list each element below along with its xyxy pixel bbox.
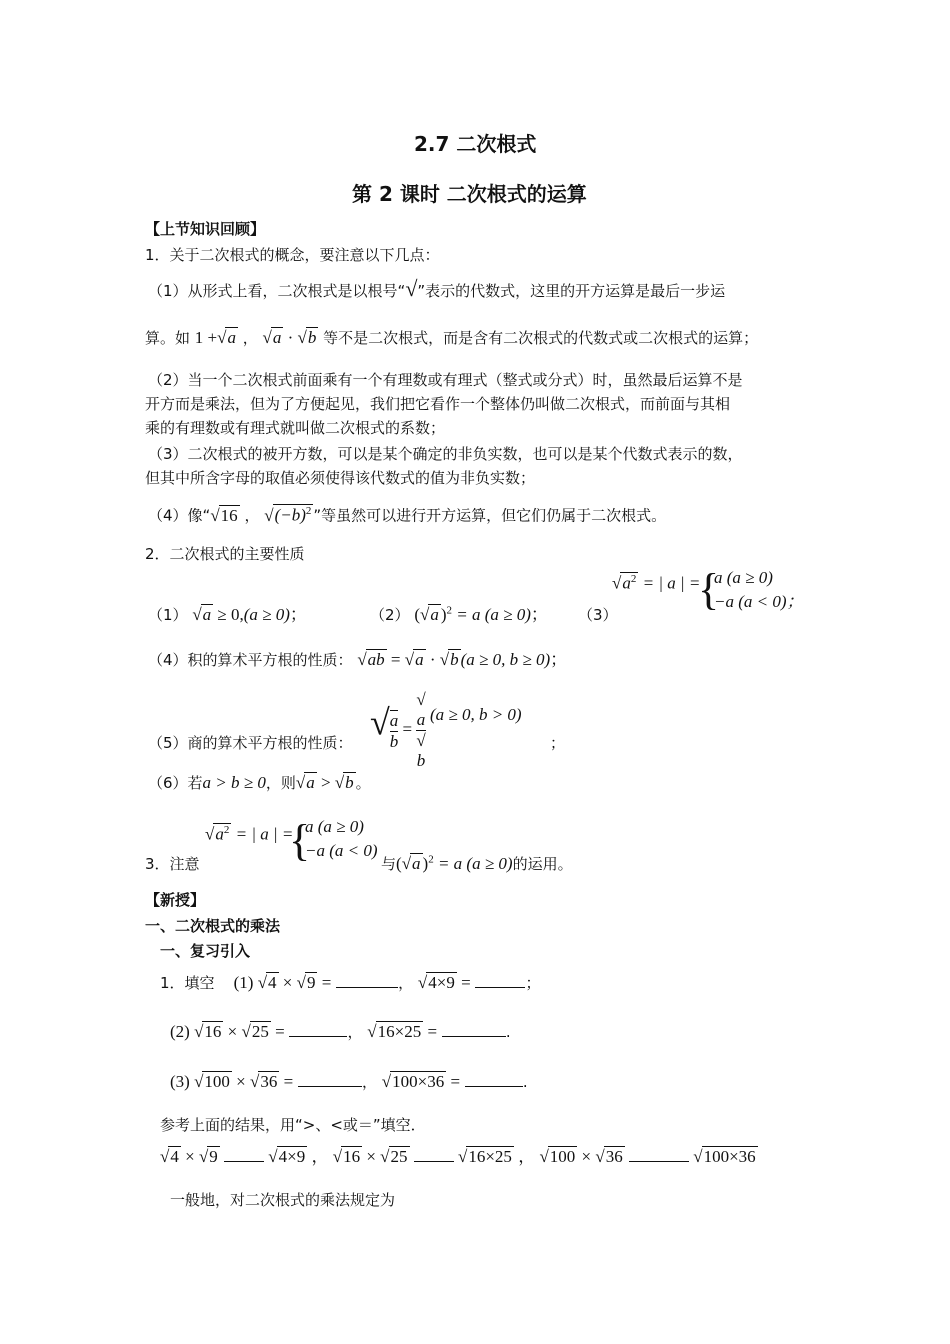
property-2: （2） (√a )$^2$ = a (a ≥ 0)； xyxy=(370,604,548,624)
fill-row-2: (2) √16 × √25 = ， √16×25 = . xyxy=(170,1022,511,1041)
compare-blank-2[interactable] xyxy=(414,1147,454,1162)
section-multiplication: 一、二次根式的乘法 xyxy=(145,917,281,935)
page-title: 2.7 二次根式 xyxy=(414,132,537,156)
compare-instruction: 参考上面的结果，用“>、<或＝”填空． xyxy=(160,1116,426,1134)
expr-1-plus-sqrt-a: 1 +√a xyxy=(194,328,236,347)
review-p1-2c: 乘的有理数或有理式就叫做二次根式的系数； xyxy=(145,419,446,437)
expr-sqrt-neg-b-sq: $√(-b)^2$ xyxy=(264,505,312,525)
compare-row: √4 × √9 √4×9 ， √16 × √25 √16×25 ， √100 × √36 √100×36 xyxy=(160,1147,756,1166)
property-4: （4）积的算术平方根的性质： √ab = √a · √b (a ≥ 0, b ≥ 0)； xyxy=(148,650,568,669)
review-p1-2b: 开方而是乘法，但为了方便起见，我们把它看作一个整体仍叫做二次根式，而前面与其相 xyxy=(145,395,731,413)
compare-blank-3[interactable] xyxy=(629,1147,689,1162)
review-p1-1: （1）从形式上看，二次根式是以根号“√”表示的代数式，这里的开方运算是最后一步运 xyxy=(148,276,726,301)
review-p1-3a: （3）二次根式的被开方数，可以是某个确定的非负实数，也可以是某个代数式表示的数， xyxy=(148,445,743,463)
property-5: （5）商的算术平方根的性质： √ $\frac{a}{b}$ = √ a √ b (a ≥ 0, b > 0) ； xyxy=(148,690,566,770)
review-p1-3b: 但其中所含字母的取值必须使得该代数式的值为非负实数； xyxy=(145,469,536,487)
review-heading: 【上节知识回顾】 xyxy=(145,220,266,238)
general-rule: 一般地，对二次根式的乘法规定为 xyxy=(170,1191,396,1209)
blank-3b[interactable] xyxy=(465,1072,523,1087)
review-p1-1c: 算。如 1 +√a ， √a · √b 等不是二次根式，而是含有二次根式的代数式或二次根式的运算； xyxy=(145,328,759,347)
property-6: （6）若a > b ≥ 0，则√a > √b 。 xyxy=(148,773,371,792)
new-heading: 【新授】 xyxy=(145,891,206,909)
compare-blank-1[interactable] xyxy=(224,1147,264,1162)
review-p1-4: （4）像“√16 ， $√(-b)^2$ ”等虽然可以进行开方运算，但它们仍属于二次根式。 xyxy=(148,505,667,525)
review-p2: 2．二次根式的主要性质 xyxy=(145,545,305,563)
blank-1b[interactable] xyxy=(475,973,525,988)
blank-2b[interactable] xyxy=(442,1022,506,1037)
page-subtitle: 第 2 课时 二次根式的运算 xyxy=(352,182,587,206)
review-p1: 1．关于二次根式的概念，要注意以下几点： xyxy=(145,246,440,264)
review-p3: 3．注意 $√a^2$ = | a | = { a (a ≥ 0) −a (a < 0) 与(√a )$^2$ = a (a ≥ 0)的运用。 xyxy=(145,816,573,873)
blank-2a[interactable] xyxy=(289,1022,347,1037)
property-1: （1） √a ≥ 0,(a ≥ 0)； xyxy=(148,605,307,624)
review-p1-2a: （2）当一个二次根式前面乘有一个有理数或有理式（整式或分式）时，虽然最后运算不是 xyxy=(148,371,743,389)
fill-row-1: 1．填空 (1) √4 × √9 = ， √4×9 = ； xyxy=(160,973,541,992)
expr-sqrt-a-dot-sqrt-b: √a · √b xyxy=(262,328,317,347)
radical-sign-icon: √ xyxy=(405,276,418,301)
blank-1a[interactable] xyxy=(336,973,398,988)
blank-3a[interactable] xyxy=(298,1072,362,1087)
property-3: （3） $√a^2$ = | a | = { a (a ≥ 0) −a (a < 0)； xyxy=(578,565,804,624)
section-review-intro: 一、复习引入 xyxy=(160,942,251,960)
fill-row-3: (3) √100 × √36 = ， √100×36 = . xyxy=(170,1072,528,1091)
